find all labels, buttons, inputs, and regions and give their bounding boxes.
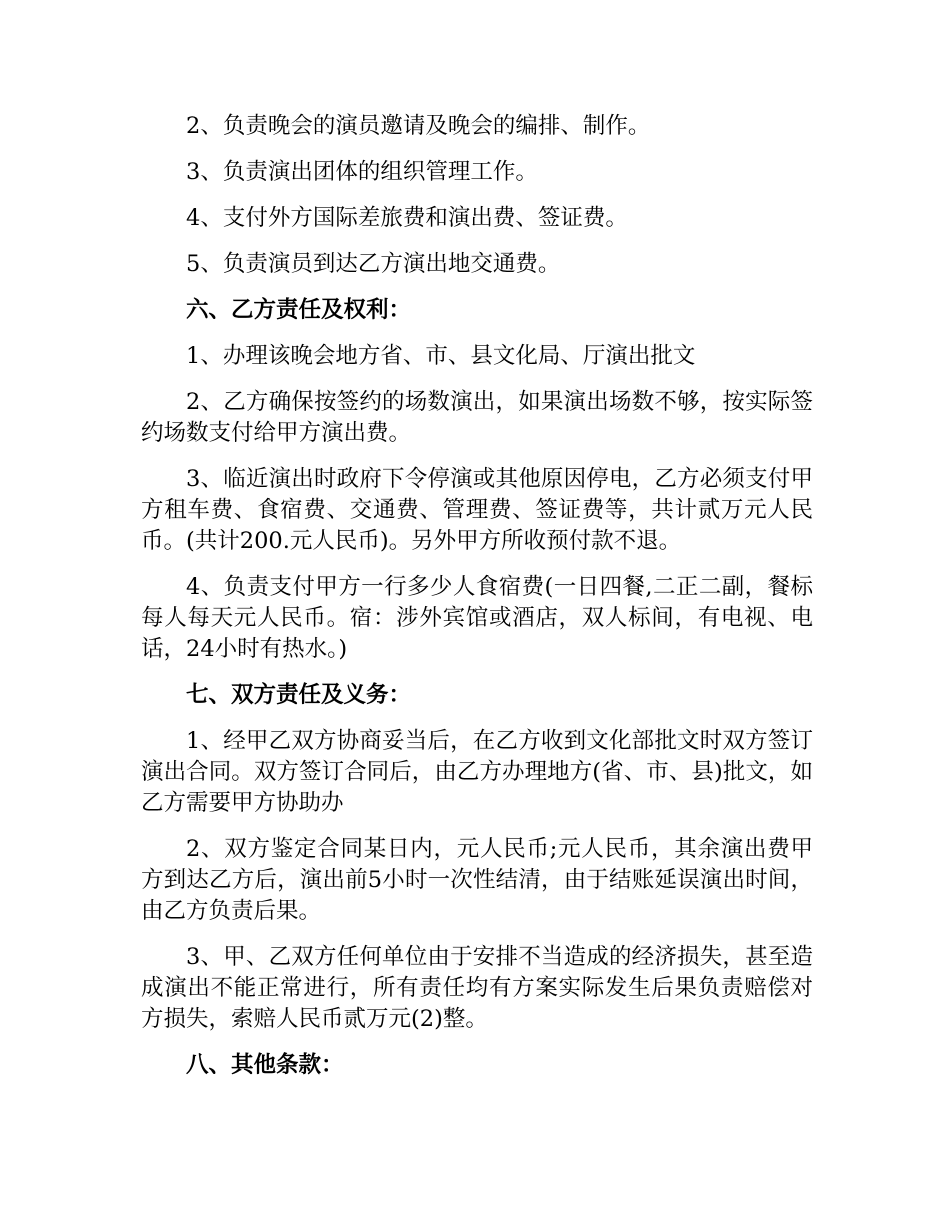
clause-7-item-1: 1、经甲乙双方协商妥当后，在乙方收到文化部批文时双方签订演出合同。双方签订合同后，由乙方办理地方(省、市、县)批文，如乙方需要甲方协助办 — [141, 728, 813, 816]
section-heading-8: 八、其他条款： — [186, 1052, 344, 1078]
clause-6-item-3: 3、临近演出时政府下令停演或其他原因停电，乙方必须支付甲方租车费、食宿费、交通费、管理费、签证费等，共计贰万元人民币。(共计200.元人民币)。另外甲方所收预付款不退。 — [141, 466, 813, 554]
section-heading-7: 七、双方责任及义务： — [186, 682, 412, 708]
clause-5-item-5: 5、负责演员到达乙方演出地交通费。 — [186, 251, 561, 277]
clause-6-item-1: 1、办理该晚会地方省、市、县文化局、厅演出批文 — [186, 343, 696, 369]
clause-7-item-2: 2、双方鉴定合同某日内，元人民币;元人民币，其余演出费甲方到达乙方后，演出前5小时一次性结清，由于结账延误演出时间，由乙方负责后果。 — [141, 836, 813, 924]
document-body — [141, 111, 813, 1081]
clause-5-item-4: 4、支付外方国际差旅费和演出费、签证费。 — [186, 205, 628, 231]
clause-5-item-2: 2、负责晚会的演员邀请及晚会的编排、制作。 — [186, 113, 651, 139]
clause-7-item-3: 3、甲、乙双方任何单位由于安排不当造成的经济损失，甚至造成演出不能正常进行，所有责任均有方案实际发生后果负责赔偿对方损失，索赔人民币贰万元(2)整。 — [141, 944, 813, 1032]
clause-5-item-3: 3、负责演出团体的组织管理工作。 — [186, 159, 538, 185]
section-heading-6: 六、乙方责任及权利： — [186, 297, 412, 323]
clause-6-item-4: 4、负责支付甲方一行多少人食宿费(一日四餐,二正二副，餐标每人每天元人民币。宿：涉外宾馆或酒店，双人标间，有电视、电话，24小时有热水。) — [141, 574, 813, 662]
clause-6-item-2: 2、乙方确保按签约的场数演出，如果演出场数不够，按实际签约场数支付给甲方演出费。 — [141, 389, 813, 446]
